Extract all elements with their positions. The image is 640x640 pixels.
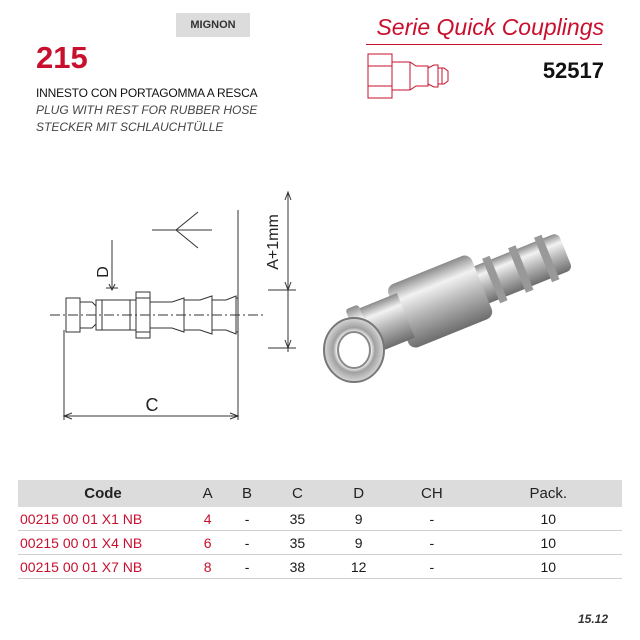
dimension-a-label: A+1mm bbox=[265, 214, 282, 270]
cell-code: 00215 00 01 X7 NB bbox=[18, 555, 188, 579]
dimension-c-label: C bbox=[145, 395, 159, 415]
cell-code: 00215 00 01 X4 NB bbox=[18, 531, 188, 555]
cell-a: 6 bbox=[188, 531, 227, 555]
product-name-en: PLUG WITH REST FOR RUBBER HOSE bbox=[36, 103, 258, 117]
cell-a: 4 bbox=[188, 507, 227, 531]
series-title: Serie Quick Couplings bbox=[376, 14, 604, 40]
column-header-pack: Pack. bbox=[474, 480, 622, 507]
technical-drawing bbox=[40, 180, 310, 440]
cell-pack: 10 bbox=[474, 507, 622, 531]
series-code: 52517 bbox=[542, 58, 604, 83]
cell-d: 12 bbox=[328, 555, 389, 579]
cell-b: - bbox=[227, 555, 266, 579]
cell-pack: 10 bbox=[474, 555, 622, 579]
cell-code: 00215 00 01 X1 NB bbox=[18, 507, 188, 531]
cell-ch: - bbox=[389, 507, 474, 531]
series-divider bbox=[366, 44, 602, 45]
column-header-code: Code bbox=[18, 480, 188, 507]
cell-ch: - bbox=[389, 555, 474, 579]
cell-d: 9 bbox=[328, 531, 389, 555]
product-name-it: INNESTO CON PORTAGOMMA A RESCA bbox=[36, 86, 258, 100]
table-header-row bbox=[18, 480, 622, 507]
column-header-c: C bbox=[267, 480, 328, 507]
column-header-a: A bbox=[188, 480, 227, 507]
cell-ch: - bbox=[389, 531, 474, 555]
column-header-b: B bbox=[227, 480, 266, 507]
table-row bbox=[18, 555, 622, 579]
cell-c: 35 bbox=[267, 507, 328, 531]
cell-b: - bbox=[227, 507, 266, 531]
product-name-de: STECKER MIT SCHLAUCHTÜLLE bbox=[36, 120, 224, 134]
table-row bbox=[18, 531, 622, 555]
coupling-outline-icon bbox=[358, 48, 468, 104]
dimension-d-label: D bbox=[95, 266, 112, 278]
column-header-ch: CH bbox=[389, 480, 474, 507]
cell-c: 38 bbox=[267, 555, 328, 579]
column-header-d: D bbox=[328, 480, 389, 507]
page-reference: 15.12 bbox=[577, 612, 608, 626]
cell-d: 9 bbox=[328, 507, 389, 531]
cell-b: - bbox=[227, 531, 266, 555]
product-photo bbox=[310, 210, 600, 390]
cell-c: 35 bbox=[267, 531, 328, 555]
cell-pack: 10 bbox=[474, 531, 622, 555]
spec-table bbox=[18, 480, 622, 579]
category-badge: MIGNON bbox=[176, 13, 250, 37]
table-row bbox=[18, 507, 622, 531]
cell-a: 8 bbox=[188, 555, 227, 579]
product-number: 215 bbox=[36, 40, 88, 75]
